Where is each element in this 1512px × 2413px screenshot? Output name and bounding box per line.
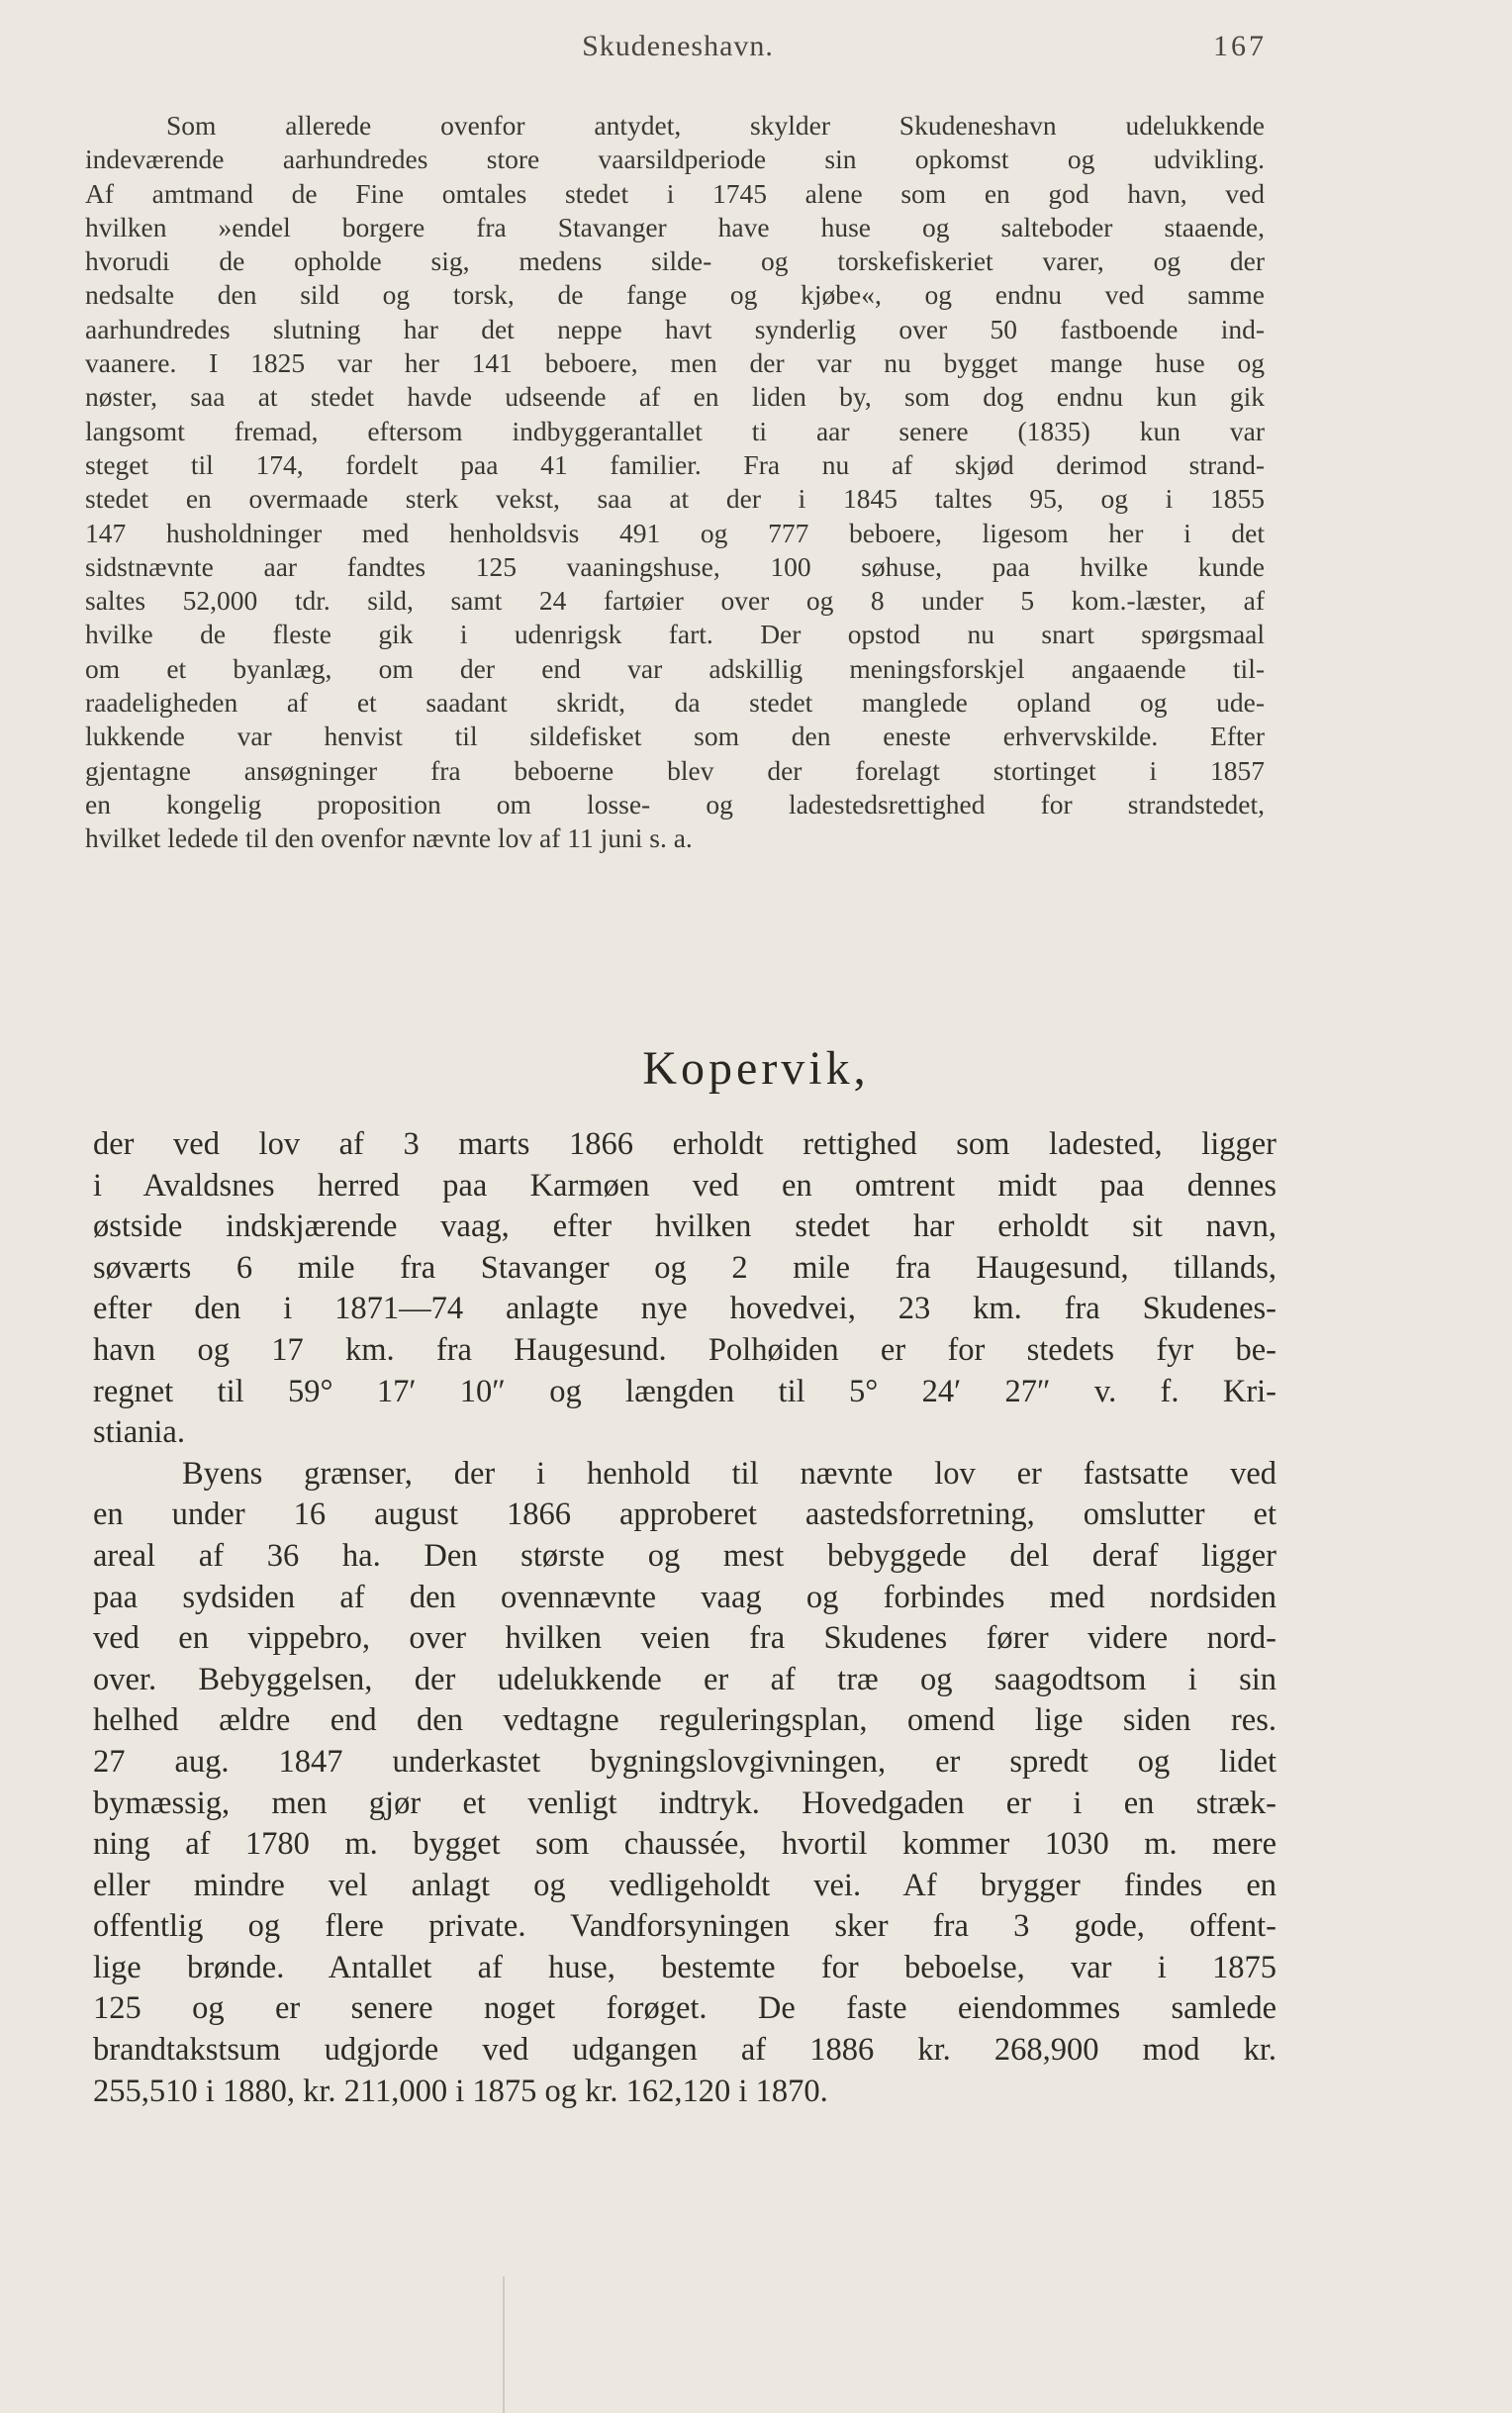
text-line: langsomt fremad, eftersom indbyggerantallet ti aar senere (1835) kun var — [85, 415, 1265, 446]
text-line: 147 husholdninger med henholdsvis 491 og 777 beboere, ligesom her i det — [85, 517, 1265, 548]
text-line: om et byanlæg, om der end var adskillig meningsforskjel angaaende til- — [85, 652, 1265, 684]
text-line: Som allerede ovenfor antydet, skylder Skudeneshavn udelukkende — [166, 110, 1265, 141]
text-line: der ved lov af 3 marts 1866 erholdt rettighed som ladested, ligger — [93, 1126, 1276, 1162]
text-line: offentlig og flere private. Vandforsyningen sker fra 3 gode, offent- — [93, 1908, 1276, 1945]
text-line: 125 og er senere noget forøget. De faste eiendommes samlede — [93, 1990, 1276, 2027]
text-line: lukkende var henvist til sildefisket som den eneste erhvervskilde. Efter — [85, 721, 1265, 752]
text-line: sidstnævnte aar fandtes 125 vaaningshuse, 100 søhuse, paa hvilke kunde — [85, 550, 1265, 582]
text-line: helhed ældre end den vedtagne reguleringsplan, omend lige siden res. — [93, 1702, 1276, 1739]
text-line: aarhundredes slutning har det neppe havt synderlig over 50 fastboende ind- — [85, 313, 1265, 344]
text-line: lige brønde. Antallet af huse, bestemte for beboelse, var i 1875 — [93, 1949, 1276, 1985]
text-line: 27 aug. 1847 underkastet bygningslovgivningen, er spredt og lidet — [93, 1743, 1276, 1780]
text-line: hvilket ledede til den ovenfor nævnte lov af 11 juni s. a. — [85, 822, 693, 854]
text-line: efter den i 1871—74 anlagte nye hovedvei, 23 km. fra Skudenes- — [93, 1291, 1276, 1327]
skudeneshavn-text — [85, 109, 1265, 856]
text-line: over. Bebyggelsen, der udelukkende er af træ og saagodtsom i sin — [93, 1661, 1276, 1697]
section-heading: Kopervik, — [642, 1042, 870, 1095]
page-header — [89, 30, 1267, 69]
text-line: 255,510 i 1880, kr. 211,000 i 1875 og kr. 162,120 i 1870. — [93, 2073, 828, 2109]
page-edge-shadow — [503, 2276, 505, 2413]
text-line: søværts 6 mile fra Stavanger og 2 mile fra Haugesund, tillands, — [93, 1249, 1276, 1286]
text-line: bymæssig, men gjør et venligt indtryk. Hovedgaden er i en stræk- — [93, 1785, 1276, 1821]
text-line: Byens grænser, der i henhold til nævnte lov er fastsatte ved — [182, 1455, 1276, 1492]
text-line: saltes 52,000 tdr. sild, samt 24 fartøier over og 8 under 5 kom.-læster, af — [85, 585, 1265, 617]
text-line: indeværende aarhundredes store vaarsildperiode sin opkomst og udvikling. — [85, 144, 1265, 175]
running-title: Skudeneshavn. — [582, 30, 774, 62]
text-line: gjentagne ansøgninger fra beboerne blev der forelagt stortinget i 1857 — [85, 754, 1265, 786]
kopervik-text — [93, 1124, 1276, 2112]
text-line: ning af 1780 m. bygget som chaussée, hvortil kommer 1030 m. mere — [93, 1826, 1276, 1863]
text-line: hvorudi de opholde sig, medens silde- og torskefiskeriet varer, og der — [85, 245, 1265, 277]
text-line: østside indskjærende vaag, efter hvilken stedet har erholdt sit navn, — [93, 1208, 1276, 1245]
text-line: hvilke de fleste gik i udenrigsk fart. Der opstod nu snart spørgsmaal — [85, 619, 1265, 650]
text-line: vaanere. I 1825 var her 141 beboere, men der var nu bygget mange huse og — [85, 347, 1265, 379]
text-line: stiania. — [93, 1414, 185, 1451]
text-line: stedet en overmaade sterk vekst, saa at der i 1845 taltes 95, og i 1855 — [85, 483, 1265, 515]
text-line: en under 16 august 1866 approberet aastedsforretning, omslutter et — [93, 1496, 1276, 1533]
text-line: eller mindre vel anlagt og vedligeholdt vei. Af brygger findes en — [93, 1867, 1276, 1903]
text-line: nedsalte den sild og torsk, de fange og kjøbe«, og endnu ved samme — [85, 279, 1265, 311]
text-line: paa sydsiden af den ovennævnte vaag og forbindes med nordsiden — [93, 1579, 1276, 1615]
page-number: 167 — [1213, 30, 1267, 62]
text-line: nøster, saa at stedet havde udseende af en liden by, som dog endnu kun gik — [85, 381, 1265, 413]
text-line: hvilken »endel borgere fra Stavanger have huse og salteboder staaende, — [85, 211, 1265, 242]
text-line: en kongelig proposition om losse- og ladestedsrettighed for strandstedet, — [85, 788, 1265, 820]
text-line: i Avaldsnes herred paa Karmøen ved en omtrent midt paa dennes — [93, 1167, 1276, 1204]
text-line: raadeligheden af et saadant skridt, da stedet manglede opland og ude- — [85, 687, 1265, 719]
text-line: steget til 174, fordelt paa 41 familier. Fra nu af skjød derimod strand- — [85, 448, 1265, 480]
text-line: areal af 36 ha. Den største og mest bebyggede del deraf ligger — [93, 1537, 1276, 1574]
text-line: regnet til 59° 17′ 10″ og længden til 5° 24′ 27″ v. f. Kri- — [93, 1373, 1276, 1409]
text-line: brandtakstsum udgjorde ved udgangen af 1886 kr. 268,900 mod kr. — [93, 2032, 1276, 2069]
text-line: havn og 17 km. fra Haugesund. Polhøiden er for stedets fyr be- — [93, 1331, 1276, 1368]
text-line: Af amtmand de Fine omtales stedet i 1745 alene som en god havn, ved — [85, 177, 1265, 209]
text-line: ved en vippebro, over hvilken veien fra Skudenes fører videre nord- — [93, 1620, 1276, 1657]
